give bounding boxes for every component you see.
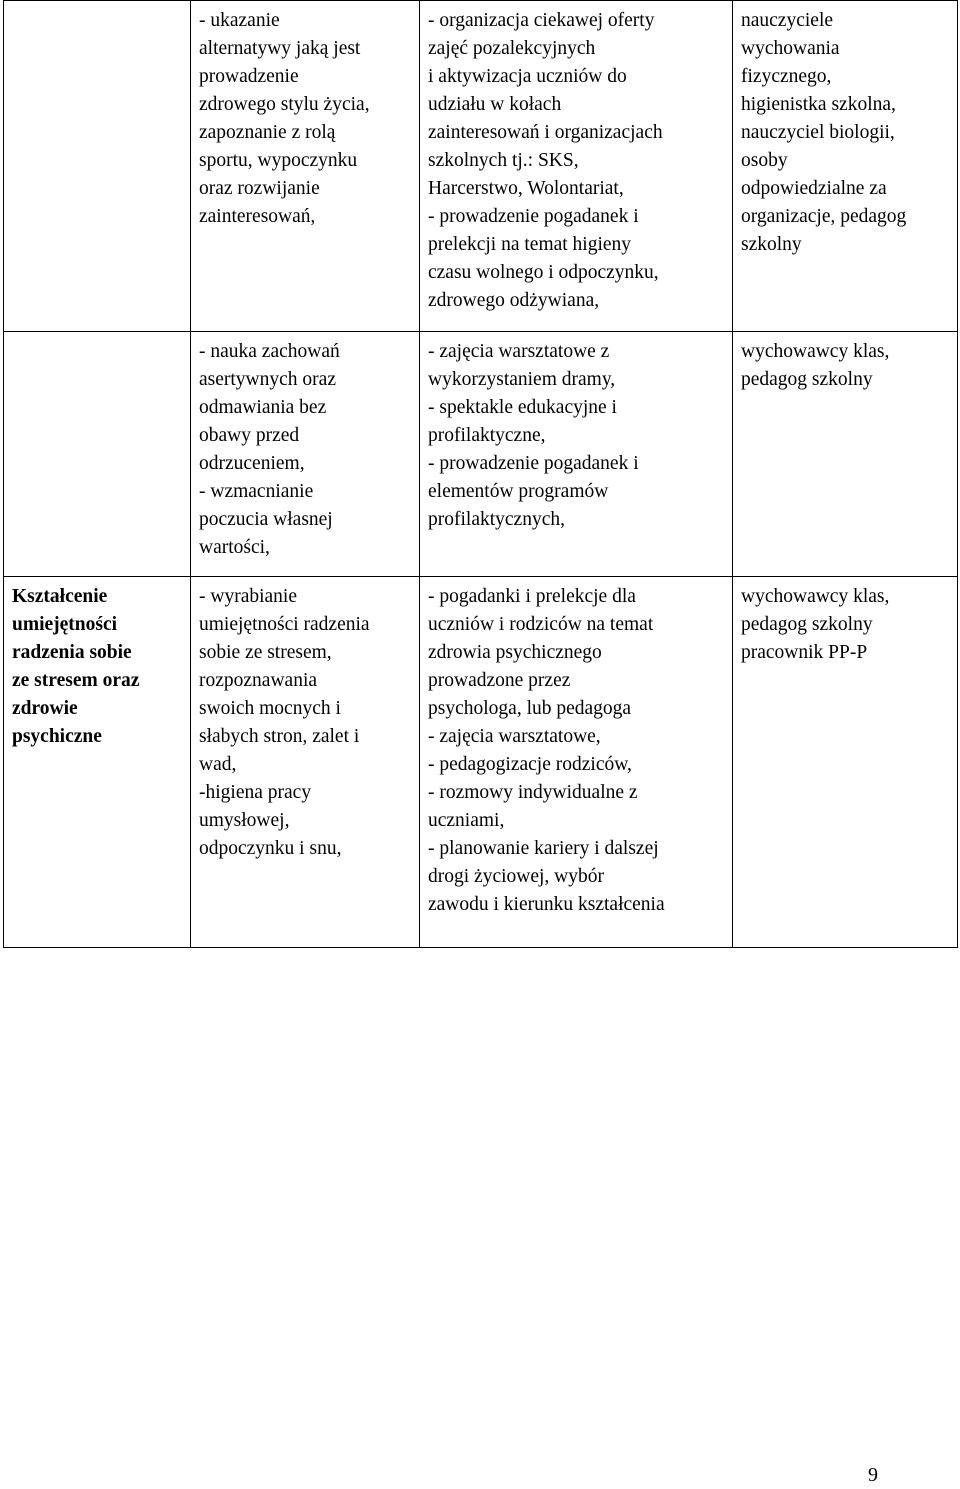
tasks-cell: - wyrabianie umiejętności radzenia sobie ze stresem, rozpoznawania swoich mocnych i słabych stron, zalet i wad, -higiena pracy umysłowej, odpoczynku i snu, bbox=[191, 577, 420, 948]
methods-cell: - zajęcia warsztatowe z wykorzystaniem dramy, - spektakle edukacyjne i profilaktyczne, - prowadzenie pogadanek i elementów programów profilaktycznych, bbox=[420, 332, 733, 577]
tasks-cell: - nauka zachowań asertywnych oraz odmawiania bez obawy przed odrzuceniem, - wzmacnianie poczucia własnej wartości, bbox=[191, 332, 420, 577]
responsible-cell: wychowawcy klas, pedagog szkolny pracownik PP-P bbox=[733, 577, 958, 948]
page-number: 9 bbox=[868, 1464, 878, 1486]
program-table bbox=[3, 0, 958, 948]
table-row bbox=[4, 577, 958, 948]
table-row bbox=[4, 332, 958, 577]
methods-cell: - pogadanki i prelekcje dla uczniów i rodziców na temat zdrowia psychicznego prowadzone przez psychologa, lub pedagoga - zajęcia warsztatowe, - pedagogizacje rodziców, - rozmowy indywidualne z uczniami, - planowanie kariery i dalszej drogi życiowej, wybór zawodu i kierunku kształcenia bbox=[420, 577, 733, 948]
tasks-cell: - ukazanie alternatywy jaką jest prowadzenie zdrowego stylu życia, zapoznanie z rolą sportu, wypoczynku oraz rozwijanie zainteresowań, bbox=[191, 1, 420, 332]
table-row bbox=[4, 1, 958, 332]
area-cell: Kształcenie umiejętności radzenia sobie ze stresem oraz zdrowie psychiczne bbox=[4, 577, 191, 948]
area-cell bbox=[4, 332, 191, 577]
responsible-cell: wychowawcy klas, pedagog szkolny bbox=[733, 332, 958, 577]
responsible-cell: nauczyciele wychowania fizycznego, higienistka szkolna, nauczyciel biologii, osoby odpowiedzialne za organizacje, pedagog szkolny bbox=[733, 1, 958, 332]
area-cell bbox=[4, 1, 191, 332]
methods-cell: - organizacja ciekawej oferty zajęć pozalekcyjnych i aktywizacja uczniów do udziału w kołach zainteresowań i organizacjach szkolnych tj.: SKS, Harcerstwo, Wolontariat, - prowadzenie pogadanek i prelekcji na temat higieny czasu wolnego i odpoczynku, zdrowego odżywiana, bbox=[420, 1, 733, 332]
